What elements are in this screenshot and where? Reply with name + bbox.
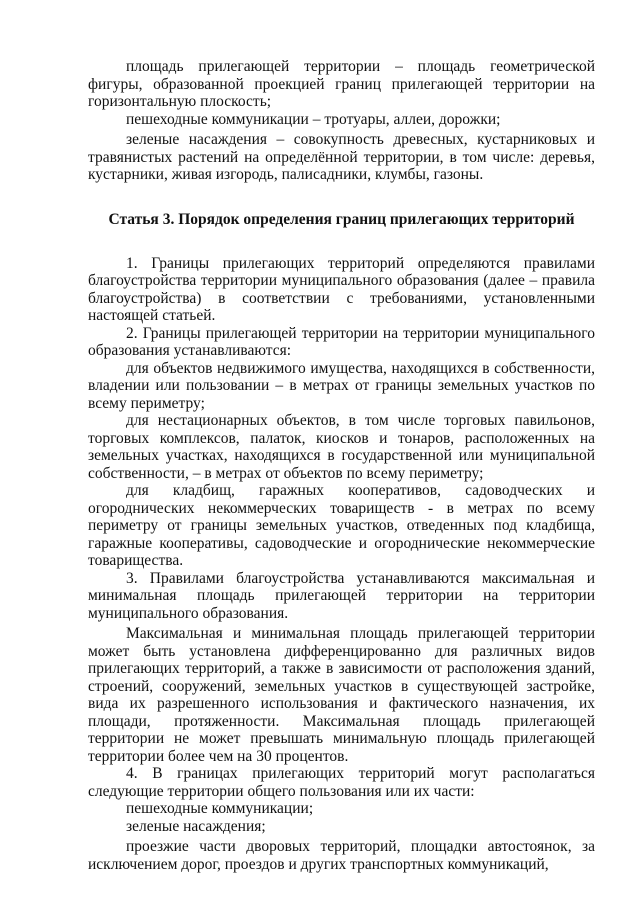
paragraph-3-detail: Максимальная и минимальная площадь прилегающей территории может быть установлена дифференцированно для различных видов прилегающих территорий, а также в зависимости от расположения зданий, строений, сооружений, земельных участков в существующей застройке, вида их разрешенного использования и фактического назначения, их площади, протяженности. Максимальная площадь прилегающей территории не может превышать минимальную площадь прилегающей территории более чем на 30 процентов. xyxy=(88,625,595,765)
paragraph-2-item-2: для нестационарных объектов, в том числе торговых павильонов, торговых комплексов, палаток, киосков и тонаров, расположенных на земельных участках, находящихся в государственной или муниципальной собственности, – в метрах от объектов по всему периметру; xyxy=(88,412,595,482)
definition-pedestrian: пешеходные коммуникации – тротуары, аллеи, дорожки; xyxy=(126,110,501,128)
paragraph-3: 3. Правилами благоустройства устанавливаются максимальная и минимальная площадь прилегающей территории на территории муниципального образования. xyxy=(88,569,595,622)
paragraph-4: 4. В границах прилегающих территорий могут располагаться следующие территории общего пользования или их части: xyxy=(88,765,595,800)
paragraph-4-item-2: зеленые насаждения; xyxy=(126,817,266,835)
definition-green: зеленые насаждения – совокупность древесных, кустарниковых и травянистых растений на определённой территории, в том числе: деревья, кустарники, живая изгородь, палисадники, клумбы, газоны. xyxy=(88,131,595,183)
paragraph-4-item-1: пешеходные коммуникации; xyxy=(126,800,314,817)
document-body xyxy=(88,58,595,873)
paragraph-2-item-3: для кладбищ, гаражных кооперативов, садоводческих и огороднических некоммерческих товариществ - в метрах по всему периметру от границы земельных участков, отведенных под кладбища, гаражные кооперативы, садоводческие и огороднические некоммерческие товарищества. xyxy=(88,482,595,569)
definition-area: площадь прилегающей территории – площадь геометрической фигуры, образованной проекцией границ прилегающей территории на горизонтальную плоскость; xyxy=(88,58,595,110)
paragraph-2-item-1: для объектов недвижимого имущества, находящихся в собственности, владении или пользовании – в метрах от границы земельных участков по всему периметру; xyxy=(88,359,595,412)
paragraph-2: 2. Границы прилегающей территории на территории муниципального образования устанавливаются: xyxy=(88,324,595,359)
paragraph-1: 1. Границы прилегающих территорий определяются правилами благоустройства территории муниципального образования (далее – правила благоустройства) в соответствии с требованиями, установленными настоящей статьей. xyxy=(88,254,595,324)
article-heading: Статья 3. Порядок определения границ прилегающих территорий xyxy=(108,210,575,228)
paragraph-4-item-3: проезжие части дворовых территорий, площадки автостоянок, за исключением дорог, проездов и других транспортных коммуникаций, xyxy=(88,838,595,873)
